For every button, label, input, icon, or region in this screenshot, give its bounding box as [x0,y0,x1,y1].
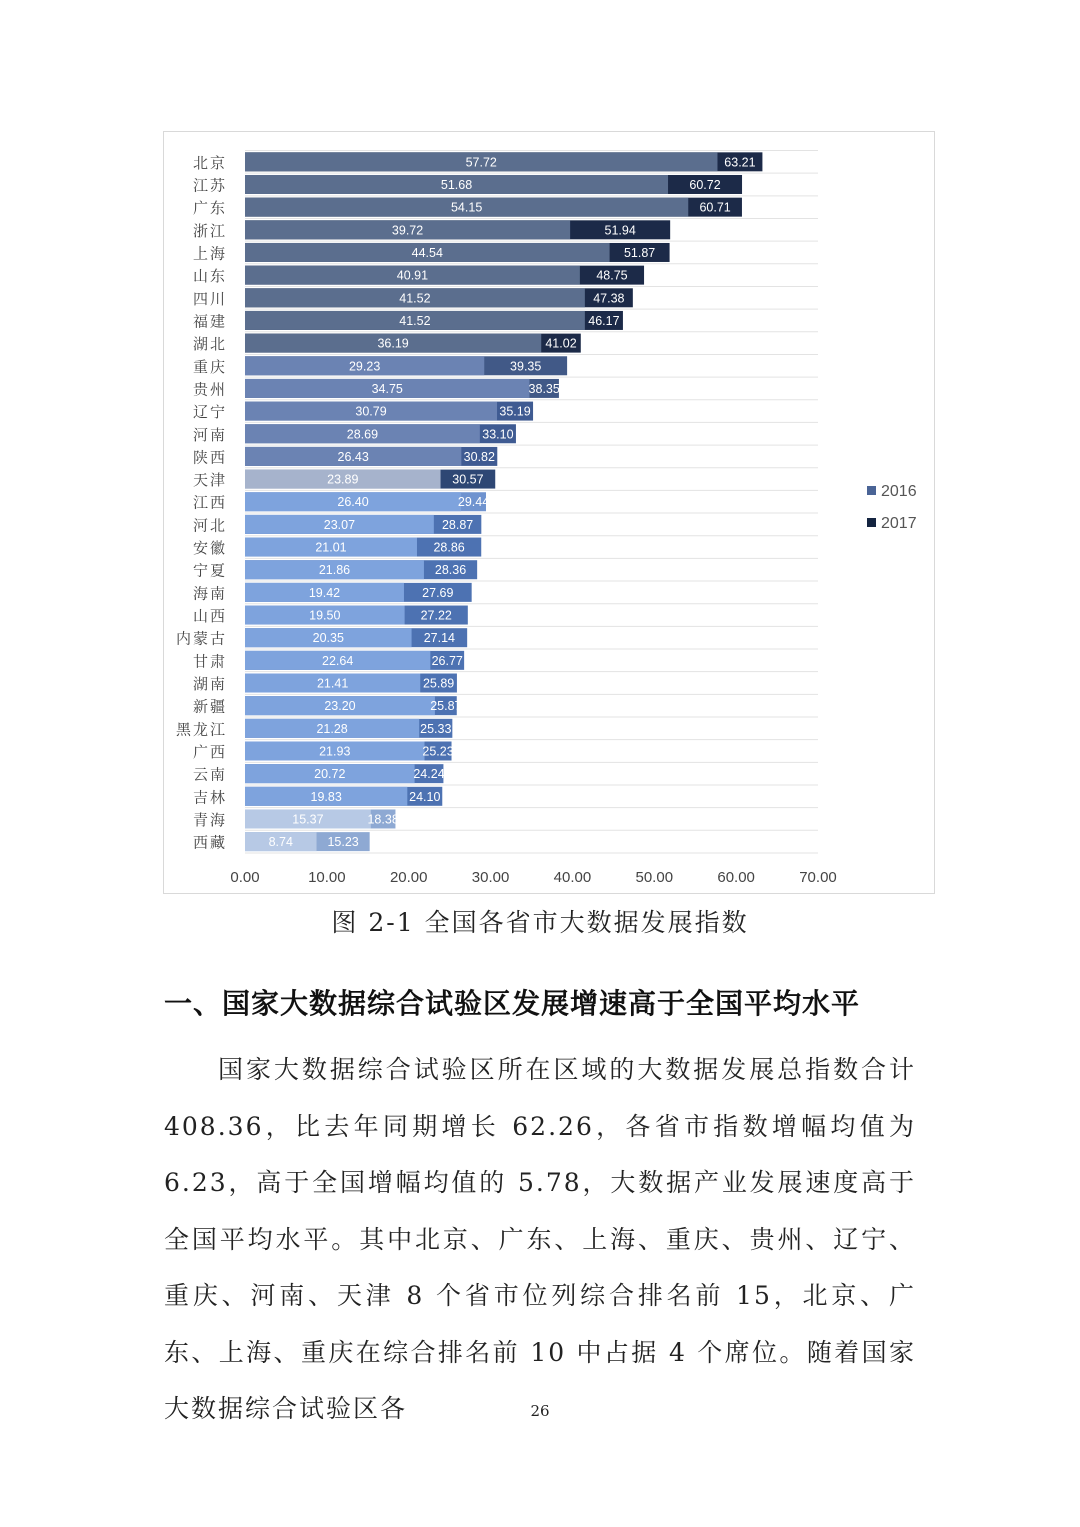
data-label-2016: 26.40 [337,495,369,510]
data-label-2016: 40.91 [396,268,429,283]
data-label-2017: 27.14 [423,631,456,646]
body-paragraph: 国家大数据综合试验区所在区域的大数据发展总指数合计408.36，比去年同期增长 62.26，各省市指数增幅均值为 6.23，高于全国增幅均值的 5.78，大数据产业发展速度高于全国平均水平。其中北京、广东、上海、重庆、贵州、辽宁、重庆、河南、天津 8 个省市位列综合排名前 15，北京、广东、上海、重庆在综合排名前 10 中占据 4 个席位。随着国家大数据综合试验区各 [164,1055,916,1423]
category-label: 浙江 [192,221,227,240]
category-label: 北京 [192,153,227,172]
legend-swatch-2016 [867,486,876,495]
data-label-2016: 19.42 [308,585,341,600]
data-label-2017: 24.10 [409,789,441,804]
data-label-2017: 63.21 [724,155,756,170]
category-label: 四川 [192,289,227,308]
x-tick-label: 70.00 [799,868,837,886]
data-label-2016: 41.52 [399,291,431,306]
data-label-2017: 41.02 [545,336,577,351]
data-label-2016: 39.72 [391,223,424,238]
category-label: 山东 [192,267,227,286]
category-label: 甘肃 [192,652,227,671]
data-label-2016: 22.64 [322,653,354,668]
category-label: 吉林 [192,788,227,807]
data-label-2017: 25.87 [430,699,462,714]
category-label: 广东 [192,199,227,218]
x-tick-label: 60.00 [717,868,755,886]
data-label-2017: 28.87 [441,517,474,532]
category-label: 湖南 [192,675,227,694]
category-label: 广西 [192,742,227,761]
data-label-2016: 28.69 [346,427,379,442]
x-tick-label: 50.00 [635,868,674,886]
data-label-2016: 57.72 [465,155,497,170]
category-label: 内蒙古 [175,629,227,648]
data-label-2017: 18.38 [367,812,399,827]
category-label: 云南 [192,765,227,784]
data-label-2017: 15.23 [327,835,359,850]
category-label: 湖北 [192,335,227,354]
data-label-2016: 29.23 [348,359,381,374]
category-label: 宁夏 [192,561,227,580]
figure-caption: 图 2-1 全国各省市大数据发展指数 [331,908,749,937]
chart-frame [163,131,935,894]
data-label-2016: 44.54 [411,245,443,260]
data-label-2017: 26.77 [431,653,463,668]
category-label: 福建 [192,312,227,331]
data-label-2017: 27.69 [422,585,454,600]
data-label-2017: 39.35 [510,359,542,374]
data-label-2017: 25.23 [422,744,454,759]
data-label-2017: 60.71 [699,200,731,215]
data-label-2017: 24.24 [413,767,445,782]
data-label-2017: 30.57 [452,472,484,487]
page-number: 26 [530,1402,550,1420]
data-label-2017: 51.94 [604,223,636,238]
data-label-2016: 26.43 [337,449,369,464]
category-label: 安徽 [192,539,227,558]
data-label-2016: 23.89 [327,472,359,487]
category-label: 黑龙江 [175,720,227,739]
data-label-2016: 15.37 [292,812,324,827]
x-tick-label: 40.00 [553,868,592,886]
category-label: 陕西 [192,448,227,467]
x-tick-label: 30.00 [471,868,510,886]
x-tick-label: 10.00 [308,868,346,886]
data-label-2016: 19.50 [309,608,341,623]
data-label-2016: 21.01 [315,540,347,555]
data-label-2017: 38.35 [528,381,560,396]
section-heading: 一、国家大数据综合试验区发展增速高于全国平均水平 [164,987,861,1020]
data-label-2016: 34.75 [371,381,403,396]
category-label: 天津 [192,471,227,490]
legend-label-2017: 2017 [881,515,917,532]
data-label-2017: 35.19 [499,404,531,419]
data-label-2016: 8.74 [268,835,293,850]
data-label-2017: 47.38 [593,291,625,306]
x-tick-label: 20.00 [389,868,428,886]
data-label-2017: 27.22 [420,608,452,623]
bar-chart [164,132,934,893]
data-label-2016: 21.28 [316,721,348,736]
data-label-2017: 33.10 [482,427,514,442]
legend-swatch-2017 [867,518,876,527]
data-label-2017: 48.75 [596,268,628,283]
data-label-2016: 23.20 [324,699,356,714]
data-label-2017: 30.82 [463,449,495,464]
data-label-2016: 36.19 [377,336,409,351]
data-label-2017: 28.86 [433,540,465,555]
data-label-2016: 41.52 [399,313,431,328]
category-label: 西藏 [192,833,227,852]
data-label-2017: 29.44 [457,495,490,510]
data-label-2016: 21.41 [316,676,349,691]
data-label-2016: 23.07 [323,517,356,532]
category-label: 重庆 [192,357,227,376]
data-label-2016: 51.68 [440,177,473,192]
data-label-2017: 25.89 [422,676,455,691]
category-label: 江苏 [192,176,227,195]
category-label: 贵州 [192,380,227,399]
data-label-2016: 30.79 [355,404,387,419]
data-label-2016: 20.35 [312,631,344,646]
data-label-2017: 28.36 [434,563,467,578]
data-label-2017: 51.87 [623,245,656,260]
category-label: 上海 [192,244,227,263]
data-label-2017: 46.17 [588,313,620,328]
category-label: 辽宁 [192,403,227,422]
category-label: 江西 [192,493,227,512]
data-label-2016: 19.83 [310,789,342,804]
data-label-2016: 21.93 [319,744,351,759]
category-label: 河北 [192,516,227,535]
category-label: 山西 [192,607,227,626]
data-label-2017: 25.33 [420,721,452,736]
category-label: 海南 [192,584,227,603]
data-label-2016: 21.86 [318,563,351,578]
data-label-2016: 54.15 [450,200,483,215]
legend-label-2016: 2016 [881,483,917,500]
x-tick-label: 0.00 [230,868,260,886]
category-label: 河南 [192,425,227,444]
data-label-2016: 20.72 [314,767,346,782]
category-label: 青海 [192,810,227,829]
data-label-2017: 60.72 [689,177,721,192]
category-label: 新疆 [192,697,227,716]
